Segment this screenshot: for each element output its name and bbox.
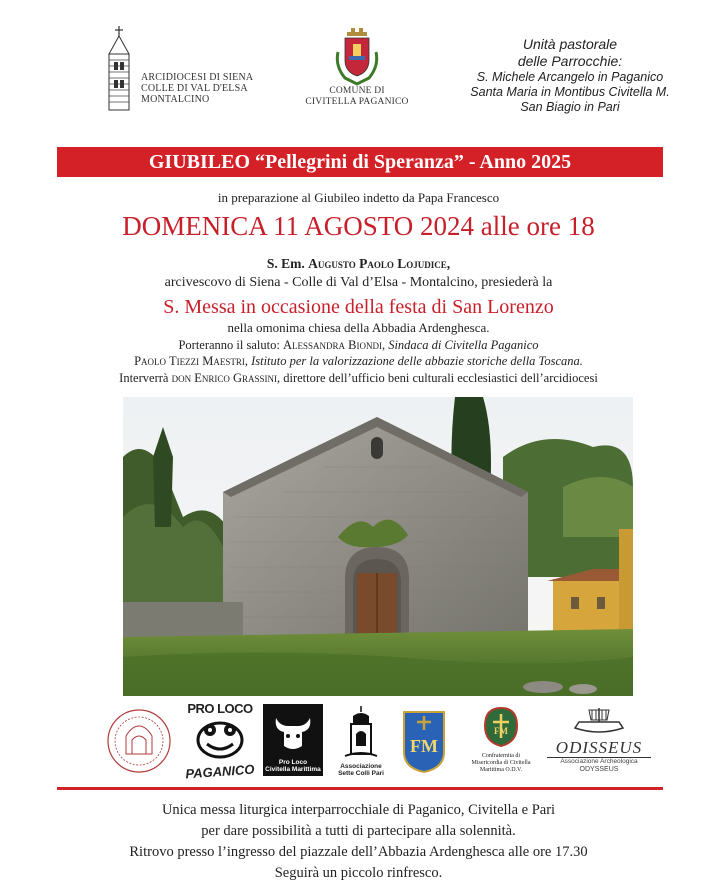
- celebrant-role: arcivescovo di Siena - Colle di Val d’Elsa - Montalcino, presiederà la: [164, 275, 553, 290]
- misericordia-line-3: Marittima O.D.V.: [479, 767, 523, 773]
- odysseus-caption-2: ODYSSEUS: [579, 766, 619, 773]
- footer-line-1: Unica messa liturgica interparrocchiale di Paganico, Civitella e Pari: [161, 802, 556, 818]
- proloco-paganico-logo: [184, 702, 256, 782]
- odysseus-caption-1: Associazione Archeologica: [560, 758, 638, 765]
- sette-colli-line-2: Sette Colli Pari: [338, 770, 384, 777]
- greetings-line-2: [0, 354, 717, 369]
- seal-logo: [106, 708, 172, 774]
- footer-divider: [57, 787, 663, 790]
- greetings-prefix: Porteranno il saluto:: [178, 338, 283, 352]
- celebrant-line: [0, 256, 717, 272]
- greetings-role-2: , Istituto per la valorizzazione delle abbazie storiche della Toscana.: [244, 354, 583, 368]
- greetings-role-1: , Sindaca di Civitella Paganico: [381, 338, 539, 352]
- sette-colli-line-1: Associazione: [340, 763, 382, 770]
- odysseus-wordmark: ODISSEUS: [547, 739, 651, 758]
- bell-tower-icon: [341, 706, 381, 758]
- parish-3: San Biagio in Pari: [520, 100, 620, 114]
- intervention-line: [0, 371, 717, 386]
- intervention-rest: , direttore dell’ufficio beni culturali ecclesiastici dell’arcidiocesi: [277, 371, 598, 385]
- abbey-church-illustration: [123, 397, 633, 696]
- proloco-paganico-top: PRO LOCO: [187, 701, 253, 716]
- mass-title: S. Messa in occasione della festa di San Lorenzo: [163, 296, 554, 318]
- bull-icon: [270, 710, 316, 754]
- jubilee-banner-text: GIUBILEO “Pellegrini di Speranza” - Anno 2025: [148, 151, 572, 173]
- diocese-line-2: COLLE DI VAL D'ELSA: [141, 83, 248, 94]
- comune-line-1: COMUNE DI: [329, 86, 385, 96]
- seal-icon: [106, 708, 172, 774]
- unita-title-1: Unità pastorale: [522, 36, 618, 52]
- diocese-line-1: ARCIDIOCESI DI SIENA: [141, 72, 254, 83]
- diocese-name: [141, 72, 281, 105]
- comune-line-2: CIVITELLA PAGANICO: [305, 97, 409, 107]
- comune-name: [300, 86, 414, 108]
- greetings-person-2: Paolo Tiezzi Maestri: [134, 354, 245, 368]
- proloco-civitella-bottom: Civitella Marittima: [265, 766, 321, 773]
- footer-text: [0, 800, 717, 884]
- proloco-civitella-logo: [263, 704, 323, 776]
- celebrant-name: Augusto Paolo Lojudice: [308, 256, 447, 271]
- intervention-person: don Enrico Grassini: [171, 371, 277, 385]
- proloco-civitella-top: Pro Loco: [278, 759, 308, 766]
- shield-fm-icon: [402, 708, 446, 774]
- misericordia-emblem-icon: [481, 704, 521, 748]
- svg-text:FM: FM: [494, 726, 508, 736]
- mass-location: nella omonima chiesa della Abbadia Ardenghesca.: [227, 320, 490, 335]
- unita-title-2: delle Parrocchie:: [517, 53, 623, 69]
- celebrant-prefix: S. Em.: [266, 256, 309, 271]
- parish-2: Santa Maria in Montibus Civitella M.: [470, 85, 670, 99]
- greetings-person-1: Alessandra Biondi: [282, 338, 382, 352]
- subtitle: in preparazione al Giubileo indetto da Papa Francesco: [217, 190, 500, 205]
- footer-line-3: Ritrovo presso l’ingresso del piazzale dell’Abbazia Ardenghesca alle ore 17.30: [129, 844, 588, 860]
- comune-coat-of-arms: [335, 26, 379, 86]
- proloco-paganico-bottom: PAGANICO: [184, 761, 255, 782]
- fm-shield-logo: [402, 708, 446, 774]
- coat-of-arms-icon: [335, 26, 379, 86]
- intervention-prefix: Interverrà: [119, 371, 172, 385]
- footer-line-4: Seguirà un piccolo rinfresco.: [274, 865, 443, 881]
- svg-text:FM: FM: [410, 736, 438, 756]
- diocese-logo: [104, 26, 134, 112]
- odysseus-logo: [541, 706, 657, 776]
- cathedral-tower-icon: [104, 26, 134, 112]
- parish-1: S. Michele Arcangelo in Paganico: [476, 70, 664, 84]
- greetings-line-1: [0, 338, 717, 353]
- church-photo: [123, 397, 633, 696]
- jubilee-banner: [57, 147, 663, 177]
- sette-colli-logo: [333, 706, 389, 778]
- frog-icon: [195, 716, 245, 760]
- celebrant-suffix: ,: [446, 256, 451, 271]
- footer-line-2: per dare possibilità a tutti di partecipare alla solennità.: [201, 823, 516, 839]
- misericordia-line-1: Confraternita di: [481, 753, 521, 759]
- misericordia-line-2: Misericordia di Civitella: [471, 760, 531, 766]
- ship-icon: [569, 706, 629, 734]
- event-date: DOMENICA 11 AGOSTO 2024 alle ore 18: [122, 211, 595, 241]
- unita-pastorale-block: [450, 36, 690, 115]
- misericordia-logo: [466, 704, 536, 778]
- diocese-line-3: MONTALCINO: [141, 94, 210, 105]
